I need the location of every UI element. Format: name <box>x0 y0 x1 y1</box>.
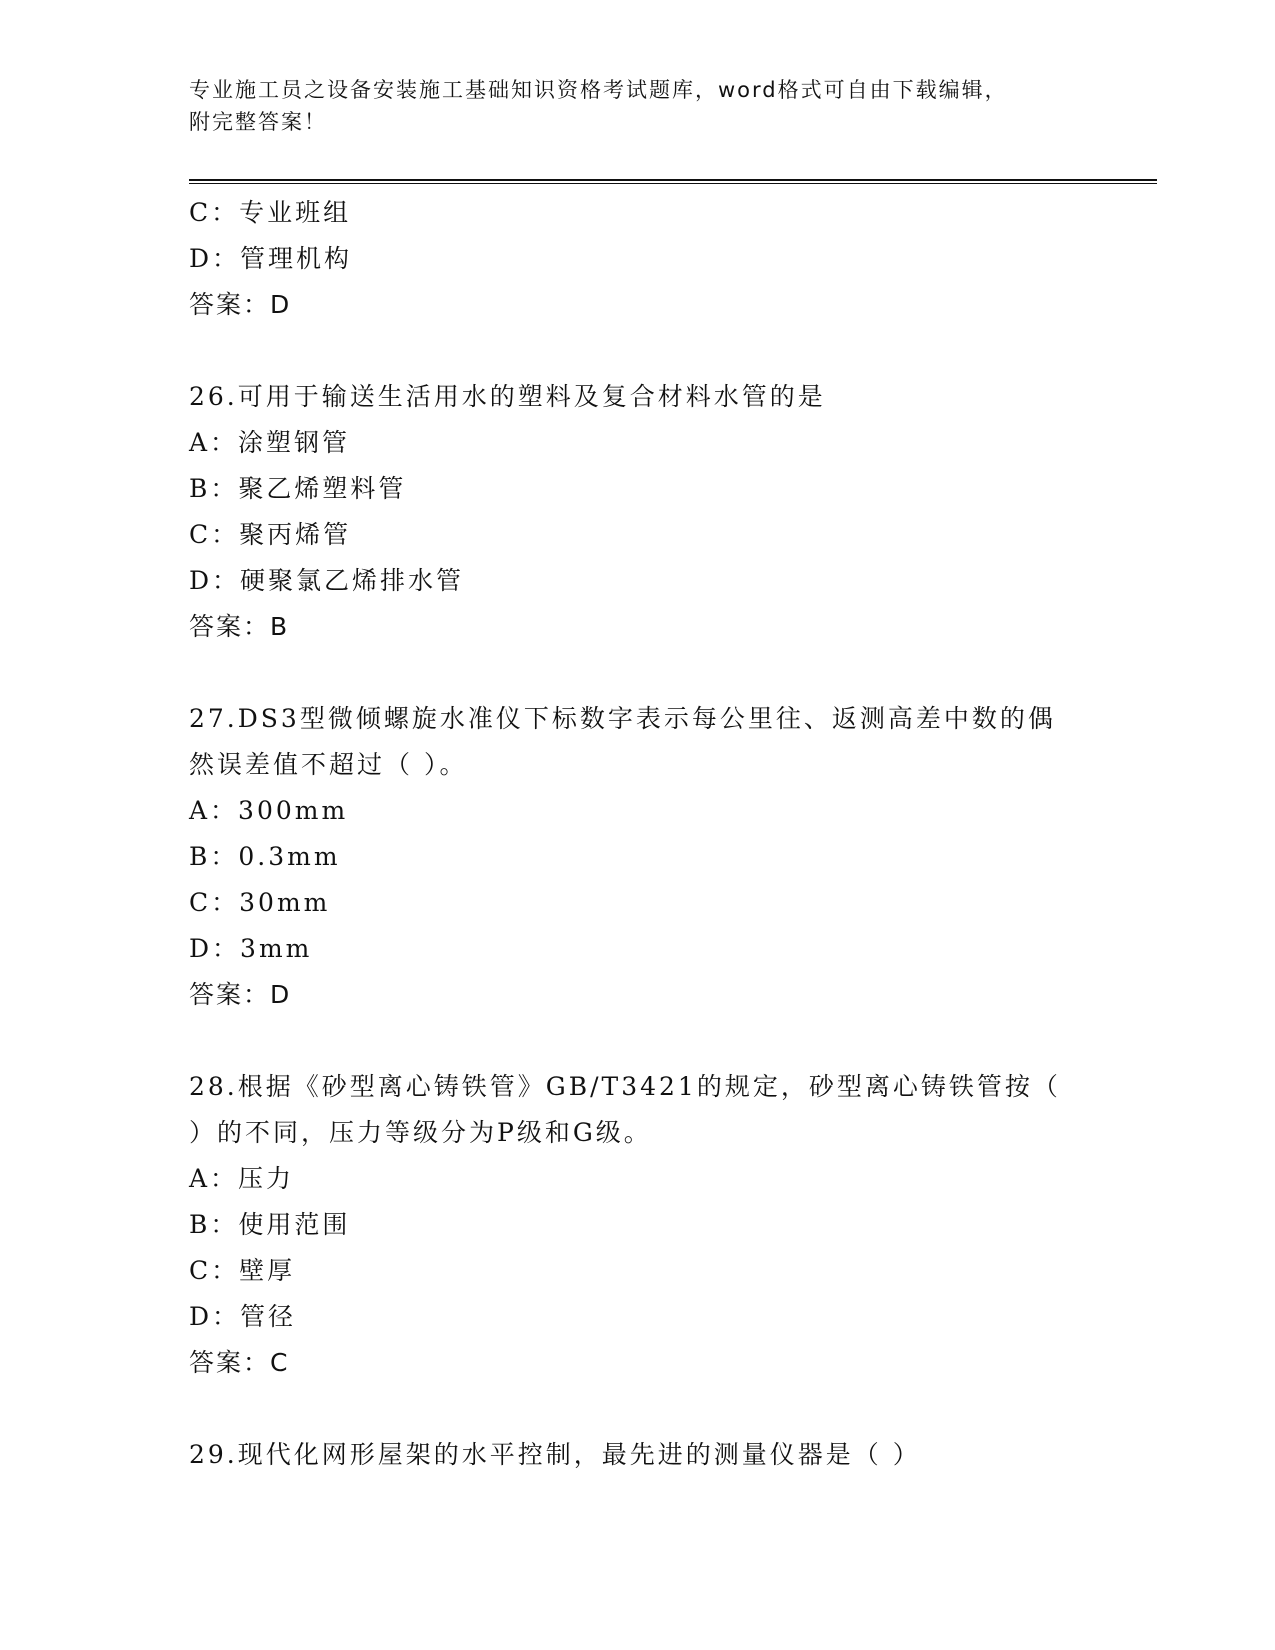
partial-question <box>189 190 1089 328</box>
answer-line: 答案：D <box>189 290 292 319</box>
question-27 <box>189 696 1089 1018</box>
option-a: A：压力 <box>189 1164 295 1193</box>
header-divider <box>189 179 1157 184</box>
option-b: B：使用范围 <box>189 1210 351 1239</box>
option-b: B：聚乙烯塑料管 <box>189 474 407 503</box>
question-stem: 29.现代化网形屋架的水平控制，最先进的测量仪器是（ ） <box>189 1440 921 1469</box>
question-29 <box>189 1432 1089 1478</box>
document-header <box>189 74 1069 138</box>
option-d: D：管径 <box>189 1302 297 1331</box>
header-line-2: 附完整答案！ <box>189 110 327 134</box>
option-b: B：0.3mm <box>189 842 341 871</box>
option-c: C：30mm <box>189 888 331 917</box>
option-c: C：聚丙烯管 <box>189 520 352 549</box>
question-28 <box>189 1064 1089 1386</box>
spacer <box>189 650 1089 696</box>
question-stem: 26.可用于输送生活用水的塑料及复合材料水管的是 <box>189 382 826 411</box>
question-stem-line-1: 27.DS3型微倾螺旋水准仪下标数字表示每公里往、返测高差中数的偶 <box>189 704 1056 733</box>
option-c: C：壁厚 <box>189 1256 296 1285</box>
spacer <box>189 328 1089 374</box>
answer-line: 答案：B <box>189 612 290 641</box>
option-d: D：3mm <box>189 934 313 963</box>
spacer <box>189 1386 1089 1432</box>
question-list <box>189 190 1089 1478</box>
option-a: A：300mm <box>189 796 349 825</box>
answer-line: 答案：D <box>189 980 292 1009</box>
option-d: D：管理机构 <box>189 244 353 273</box>
question-stem-line-2: ）的不同，压力等级分为P级和G级。 <box>189 1118 652 1147</box>
option-c: C：专业班组 <box>189 198 352 227</box>
answer-line: 答案：C <box>189 1348 290 1377</box>
option-d: D：硬聚氯乙烯排水管 <box>189 566 465 595</box>
spacer <box>189 1018 1089 1064</box>
question-stem-line-1: 28.根据《砂型离心铸铁管》GB/T3421的规定，砂型离心铸铁管按（ <box>189 1072 1061 1101</box>
question-stem-line-2: 然误差值不超过（ ）。 <box>189 750 468 779</box>
question-26 <box>189 374 1089 650</box>
option-a: A：涂塑钢管 <box>189 428 351 457</box>
header-line-1: 专业施工员之设备安装施工基础知识资格考试题库，word格式可自由下载编辑， <box>189 78 1008 102</box>
